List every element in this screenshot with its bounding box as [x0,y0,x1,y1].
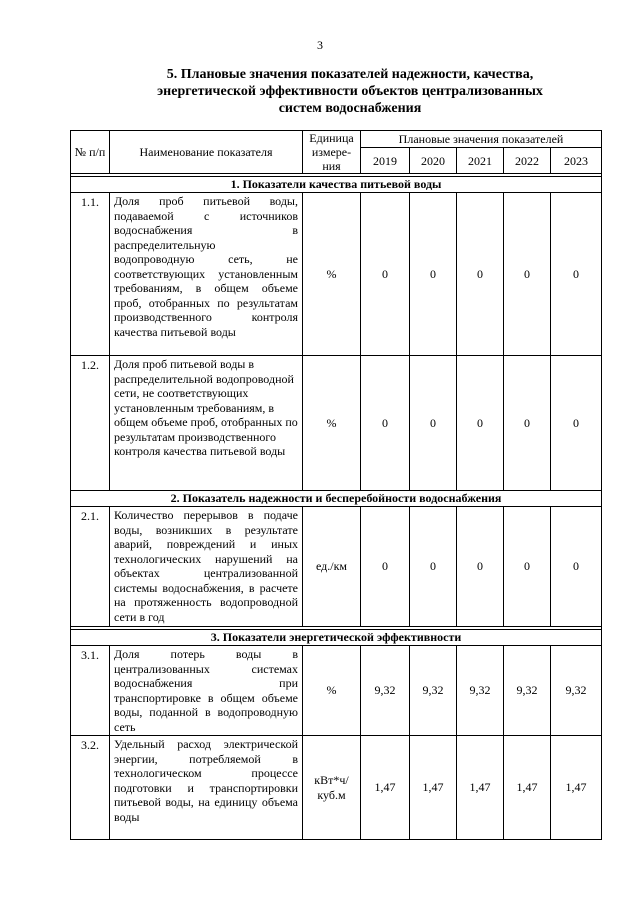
value-cell: 0 [361,507,410,627]
table-row [71,736,602,840]
value-cell: 1,47 [504,736,551,840]
header-name: Наименование показателя [110,131,303,174]
section-title: 2. Показатель надежности и бесперебойности водоснабжения [71,491,602,507]
header-year: 2019 [361,148,410,174]
value-cell: 0 [504,356,551,491]
row-number: 3.2. [71,736,110,840]
value-cell: 0 [504,507,551,627]
title-line: систем водоснабжения [278,101,422,116]
page-number: 3 [317,38,323,52]
indicator-name: Доля проб питьевой воды, подаваемой с источников водоснабжения в распределительную водопроводную сеть, не соответствующих установленным требованиям, в общем объеме проб, отобранных по результатам производственного контроля качества питьевой воды [110,193,303,356]
header-year: 2023 [551,148,602,174]
value-cell: 9,32 [361,646,410,736]
row-number: 1.1. [71,193,110,356]
value-cell: 0 [410,356,457,491]
indicators-table [70,130,602,840]
title-line: 5. Плановые значения показателей надежности, качества, [166,67,534,82]
header-year: 2020 [410,148,457,174]
value-cell: 0 [551,507,602,627]
value-cell: 0 [551,356,602,491]
header-num: № п/п [71,131,110,174]
indicator-name: Доля потерь воды в централизованных системах водоснабжения при транспортировке в общем объеме воды, поданной в водопроводную сеть [110,646,303,736]
value-cell: 1,47 [457,736,504,840]
table-row [71,646,602,736]
header-year: 2022 [504,148,551,174]
value-cell: 0 [551,193,602,356]
header-unit: Единица измере- ния [303,131,361,174]
value-cell: 0 [361,193,410,356]
table-row [71,507,602,627]
row-number: 1.2. [71,356,110,491]
title-line: энергетической эффективности объектов централизованных [157,84,543,99]
value-cell: 1,47 [551,736,602,840]
section-title: 1. Показатели качества питьевой воды [71,177,602,193]
unit-cell: кВт*ч/ куб.м [303,736,361,840]
table-row [71,193,602,356]
value-cell: 0 [457,193,504,356]
value-cell: 0 [410,193,457,356]
unit-cell: % [303,356,361,491]
section-title: 3. Показатели энергетической эффективности [71,630,602,646]
value-cell: 0 [457,507,504,627]
table-row [71,356,602,491]
row-number: 3.1. [71,646,110,736]
value-cell: 1,47 [361,736,410,840]
value-cell: 9,32 [504,646,551,736]
value-cell: 0 [361,356,410,491]
indicator-name: Доля проб питьевой воды в распределительной водопроводной сети, не соответствующих установленным требованиям, в общем объеме проб, отобранных по результатам производственного контроля качества питьевой воды [110,356,303,491]
indicator-name: Количество перерывов в подаче воды, возникших в результате аварий, повреждений и иных технологических нарушений на объектах централизованной системы водоснабжения, в расчете на протяженность водопроводной сети в год [110,507,303,627]
header-planned-values: Плановые значения показателей [361,131,602,148]
unit-cell: ед./км [303,507,361,627]
section-row [71,491,602,507]
value-cell: 9,32 [551,646,602,736]
value-cell: 0 [504,193,551,356]
unit-cell: % [303,646,361,736]
section-row [71,630,602,646]
indicator-name: Удельный расход электрической энергии, потребляемой в технологическом процессе подготовки и транспортировки питьевой воды, на единицу объема воды [110,736,303,840]
section-row [71,177,602,193]
row-number: 2.1. [71,507,110,627]
page-title [110,66,590,117]
value-cell: 9,32 [410,646,457,736]
header-year: 2021 [457,148,504,174]
value-cell: 1,47 [410,736,457,840]
value-cell: 0 [457,356,504,491]
value-cell: 9,32 [457,646,504,736]
value-cell: 0 [410,507,457,627]
unit-cell: % [303,193,361,356]
